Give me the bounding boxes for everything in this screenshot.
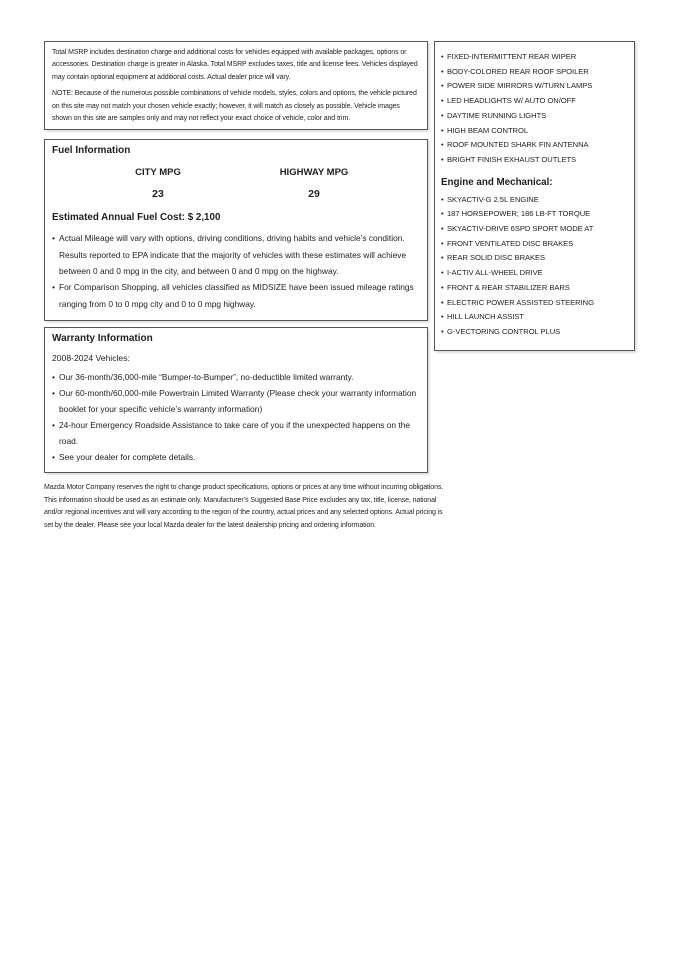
list-item: • Actual Mileage will vary with options, driving conditions, driving habits and vehicle’s condition. Results reported to EPA indicate that the majority of vehicles with these estimates will achieve between 0 and 0 mpg in the city, and between 0 and 0 mpg on the highway.: [52, 230, 420, 279]
list-item: • BRIGHT FINISH EXHAUST OUTLETS: [441, 153, 628, 168]
list-item: • 187 HORSEPOWER; 186 LB-FT TORQUE: [441, 207, 628, 222]
list-item: • SKYACTIV-G 2.5L ENGINE: [441, 193, 628, 208]
list-item: • FIXED-INTERMITTENT REAR WIPER: [441, 50, 628, 65]
list-item: • See your dealer for complete details.: [52, 449, 420, 465]
highway-mpg-column: [236, 167, 420, 200]
list-item: • 24-hour Emergency Roadside Assistance to take care of you if the unexpected happens on the road.: [52, 417, 420, 449]
engine-features-list: [441, 193, 628, 340]
list-item: • For Comparison Shopping, all vehicles classified as MIDSIZE have been issued mileage ratings ranging from 0 to 0 mpg city and 0 to 0 mpg highway.: [52, 279, 420, 312]
list-item: • BODY-COLORED REAR ROOF SPOILER: [441, 65, 628, 80]
fuel-information-box: [44, 139, 428, 320]
list-item: • LED HEADLIGHTS W/ AUTO ON/OFF: [441, 94, 628, 109]
city-mpg-value: 23: [152, 188, 164, 201]
warranty-information-title: Warranty Information: [52, 332, 153, 344]
features-box: [434, 41, 635, 351]
exterior-features-list: [441, 50, 628, 168]
annual-fuel-cost: Estimated Annual Fuel Cost: $ 2,100: [52, 212, 221, 224]
fuel-notes-list: [52, 230, 420, 311]
city-mpg-column: [52, 167, 236, 200]
list-item: • Our 36-month/36,000-mile “Bumper-to-Bumper”, no-deductible limited warranty.: [52, 369, 420, 385]
list-item: • Our 60-month/60,000-mile Powertrain Limited Warranty (Please check your warranty information booklet for your specific vehicle’s warranty information): [52, 385, 420, 417]
list-item: • ELECTRIC POWER ASSISTED STEERING: [441, 296, 628, 311]
highway-mpg-label: HIGHWAY MPG: [279, 167, 349, 179]
list-item: • POWER SIDE MIRRORS W/TURN LAMPS: [441, 79, 628, 94]
list-item: • HIGH BEAM CONTROL: [441, 124, 628, 139]
list-item: • FRONT & REAR STABILIZER BARS: [441, 281, 628, 296]
list-item: • G-VECTORING CONTROL PLUS: [441, 325, 628, 340]
list-item: • I-ACTIV ALL-WHEEL DRIVE: [441, 266, 628, 281]
msrp-disclaimer-box: [44, 41, 428, 130]
list-item: • REAR SOLID DISC BRAKES: [441, 251, 628, 266]
left-column: [44, 41, 444, 539]
list-item: • FRONT VENTILATED DISC BRAKES: [441, 237, 628, 252]
engine-mechanical-title: Engine and Mechanical:: [441, 176, 553, 188]
highway-mpg-value: 29: [308, 188, 320, 201]
city-mpg-label: CITY MPG: [135, 167, 181, 179]
list-item: • HILL LAUNCH ASSIST: [441, 310, 628, 325]
mpg-row: [52, 167, 420, 200]
list-item: • ROOF MOUNTED SHARK FIN ANTENNA: [441, 138, 628, 153]
spec-sheet-page: [44, 41, 635, 539]
list-item: • DAYTIME RUNNING LIGHTS: [441, 109, 628, 124]
list-item: • SKYACTIV-DRIVE 6SPD SPORT MODE AT: [441, 222, 628, 237]
fuel-information-title: Fuel Information: [52, 145, 131, 157]
legal-disclaimer-text: Mazda Motor Company reserves the right to change product specifications, options or prices at any time without incurring obligations. This information should be used as an estimate only. Manufacturer’s Suggested Base Price excludes any tax, title, license, national and/or regional incentives and will vary according to the region of the country, actual prices and any selected options. Actual pricing is set by the dealer. Please see your local Mazda dealer for the latest dealership pricing and ordering information.: [44, 484, 444, 529]
warranty-information-box: [44, 327, 428, 474]
right-column: [434, 41, 635, 351]
note-disclaimer-text: NOTE: Because of the numerous possible combinations of vehicle models, styles, colors and options, the vehicle pictured on this site may not match your chosen vehicle exactly; however, it will match as closely as possible. Vehicle images shown on this site are samples only and may not reflect your exact choice of vehicle, color and trim.: [52, 90, 417, 123]
warranty-list: [52, 369, 420, 466]
warranty-vehicles-range: 2008-2024 Vehicles:: [52, 352, 130, 363]
msrp-disclaimer-text: Total MSRP includes destination charge and additional costs for vehicles equipped with available packages, options or accessories. Destination charge is greater in Alaska. Total MSRP excludes taxes, title and license fees. Vehicles displayed may contain optional equipment at additional costs. Actual dealer price will vary.: [52, 49, 418, 81]
content-columns: [44, 41, 635, 539]
